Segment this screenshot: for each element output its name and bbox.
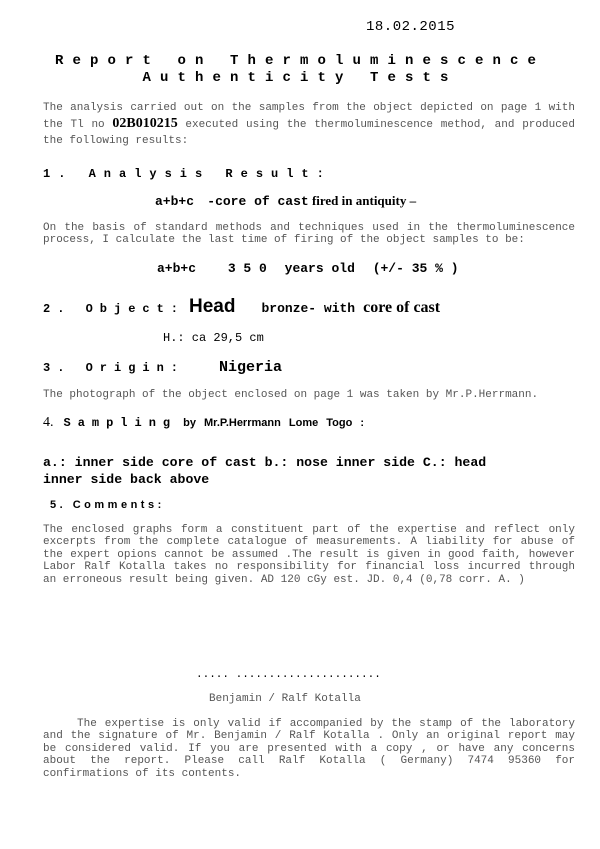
object-name: Head	[189, 296, 236, 317]
report-date: 18.02.2015	[366, 19, 456, 35]
result-years: 3 5 0	[227, 261, 267, 276]
comments-paragraph: The enclosed graphs form a constituent part of the expertise and reflect only excerpts from the complete catalogue of measurements. A liability for abuse of the expert opions cannot be assumed .The result is given in good faith, however Labor Ralf Kotalla takes no responsibility for financial loss incurred through an erroneous result being given. AD 120 cGy est. JD. 0,4 (0,78 corr. A. )	[43, 524, 575, 586]
origin-value: Nigeria	[219, 359, 283, 376]
origin-line	[43, 358, 282, 376]
report-title-line2: Authenticity Tests	[142, 70, 458, 86]
samples-line1: a.: inner side core of cast b.: nose inner side C.: head	[43, 455, 487, 470]
intro-text-1: The analysis carried out on the samples from the object depicted on page 1 with the Tl no	[43, 102, 575, 131]
object-line	[43, 296, 440, 318]
section5-heading: 5. Comments:	[50, 499, 165, 511]
intro-text-2: executed using the thermoluminescence method, and produced the following results:	[43, 119, 576, 147]
intro-paragraph	[43, 100, 575, 149]
object-height: H.: ca 29,5 cm	[163, 331, 264, 345]
result-line	[157, 261, 459, 276]
section3-heading: 3. Origin:	[43, 361, 186, 375]
object-material: bronze- with	[261, 301, 356, 316]
result-unit: years old	[284, 261, 355, 276]
sampling-line	[43, 413, 364, 431]
object-core: core of cast	[363, 299, 441, 316]
sample-line	[155, 193, 416, 209]
section2-heading: 2. Object:	[43, 302, 186, 316]
samples-line2: inner side back above	[43, 472, 210, 487]
sample-core: -core of cast	[207, 194, 309, 209]
photo-text: The photograph of the object enclosed on page 1 was taken by Mr.P.Herrmann.	[43, 389, 539, 401]
footer-paragraph: The expertise is only valid if accompanied by the stamp of the laboratory and the signature of Mr. Benjamin / Ralf Kotalla . Only an original report may be considered valid. If you are presented with a copy , or have any concerns about the report. Please call Ralf Kotalla ( Germany) 7474 95360 for confirmations of its contents.	[43, 718, 575, 780]
result-label: a+b+c	[157, 261, 197, 276]
result-tolerance: (+/- 35 % )	[372, 261, 459, 276]
section4-heading: Sampling	[63, 416, 178, 430]
sample-rest: fired in antiquity –	[308, 193, 417, 208]
signature-names: Benjamin / Ralf Kotalla	[209, 693, 361, 705]
report-title-line1: Report on Thermoluminescence	[54, 53, 546, 69]
tl-number: 02B010215	[112, 116, 178, 131]
section1-heading: 1. Analysis Result:	[43, 167, 332, 181]
signature-dots: ..... ......................	[196, 669, 381, 681]
basis-paragraph: On the basis of standard methods and techniques used in the thermoluminescence process, I calculate the last time of firing of the object samples to be:	[43, 222, 575, 247]
section4-number: 4.	[43, 415, 54, 430]
sampling-by: by Mr.P.Herrmann Lome Togo :	[183, 417, 365, 429]
sample-label: a+b+c	[155, 194, 195, 209]
